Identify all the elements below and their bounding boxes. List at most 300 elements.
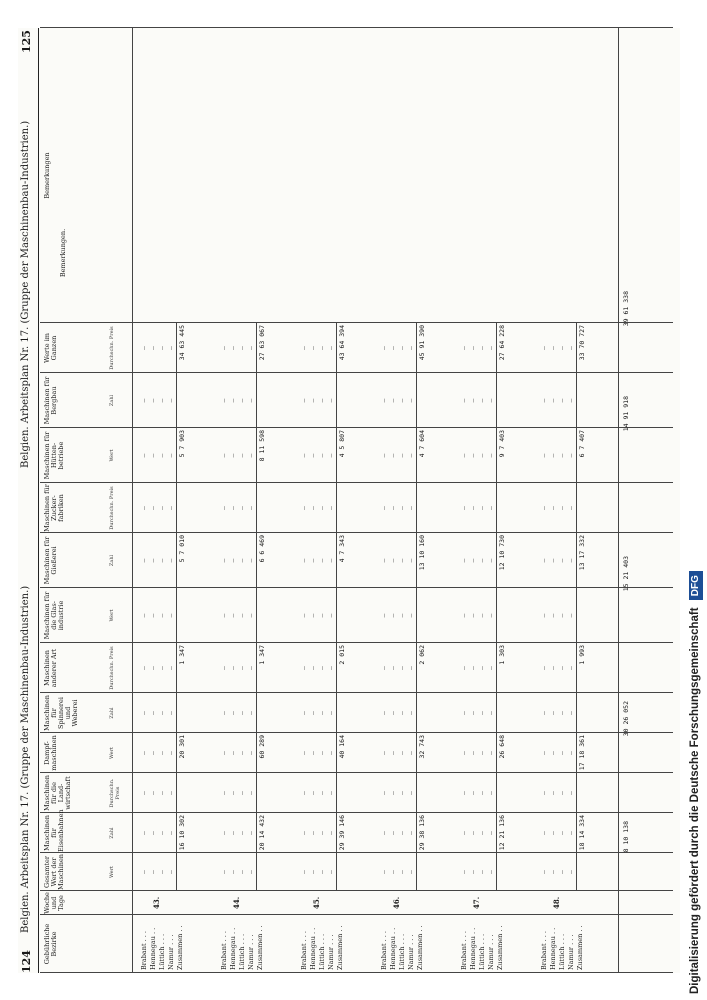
column-header: Dampf- maschinen xyxy=(43,735,58,771)
empty-cell: — xyxy=(300,613,308,618)
empty-cell: — xyxy=(487,346,495,350)
row-label: Lüttich . . . xyxy=(318,933,326,970)
empty-cell: — xyxy=(389,711,397,715)
column-subheader: Durchschn. Preis xyxy=(109,778,121,808)
column-subheader: Zahl xyxy=(109,827,115,839)
empty-cell: — xyxy=(167,558,175,563)
row-label: Namur . . . xyxy=(327,934,335,970)
empty-cell: — xyxy=(567,666,575,670)
empty-cell: — xyxy=(229,453,237,458)
empty-cell: — xyxy=(220,870,228,874)
empty-cell: — xyxy=(469,791,477,795)
block-total-value: 60 289 xyxy=(258,735,266,759)
empty-cell: — xyxy=(389,870,397,874)
empty-cell: — xyxy=(247,346,255,350)
row-label: Brabant . . . xyxy=(140,931,148,970)
empty-cell: — xyxy=(487,831,495,835)
empty-cell: — xyxy=(167,453,175,458)
column-header: Maschinen für Eisenbahnen xyxy=(43,809,65,852)
empty-cell: — xyxy=(487,558,495,563)
empty-cell: — xyxy=(309,613,317,618)
empty-cell: — xyxy=(300,453,308,458)
empty-cell: — xyxy=(558,751,566,755)
empty-cell: — xyxy=(558,870,566,874)
block-total-rule xyxy=(576,323,577,891)
empty-cell: — xyxy=(220,506,228,510)
empty-cell: — xyxy=(229,398,237,403)
empty-cell: — xyxy=(229,711,237,715)
empty-cell: — xyxy=(398,453,406,458)
empty-cell: — xyxy=(140,870,148,874)
empty-cell: — xyxy=(247,613,255,618)
empty-cell: — xyxy=(487,870,495,874)
empty-cell: — xyxy=(220,711,228,715)
block-total-value: 4 5 807 xyxy=(338,430,346,458)
empty-cell: — xyxy=(549,453,557,458)
block-total-value: 29 38 136 xyxy=(418,815,426,851)
empty-cell: — xyxy=(167,613,175,618)
empty-cell: — xyxy=(158,453,166,458)
empty-cell: — xyxy=(140,751,148,755)
empty-cell: — xyxy=(167,666,175,670)
empty-cell: — xyxy=(540,751,548,755)
empty-cell: — xyxy=(300,398,308,403)
block-total-value: 1 347 xyxy=(178,645,186,665)
empty-cell: — xyxy=(478,666,486,670)
column-header: Bemerkungen xyxy=(43,152,51,199)
empty-cell: — xyxy=(380,791,388,795)
empty-cell: — xyxy=(238,506,246,510)
empty-cell: — xyxy=(549,613,557,618)
empty-cell: — xyxy=(487,453,495,458)
empty-cell: — xyxy=(549,398,557,403)
grand-total-value: 30 26 052 xyxy=(622,701,630,737)
empty-cell: — xyxy=(549,666,557,670)
empty-cell: — xyxy=(309,398,317,403)
row-label: Lüttich . . . xyxy=(478,933,486,970)
empty-cell: — xyxy=(309,791,317,795)
empty-cell: — xyxy=(389,346,397,350)
empty-cell: — xyxy=(140,666,148,670)
column-divider xyxy=(40,732,673,733)
row-label: Zusammen . . xyxy=(176,925,184,970)
empty-cell: — xyxy=(478,751,486,755)
empty-cell: — xyxy=(558,346,566,350)
empty-cell: — xyxy=(318,751,326,755)
empty-cell: — xyxy=(540,346,548,350)
empty-cell: — xyxy=(158,506,166,510)
row-label: Namur . . . xyxy=(167,934,175,970)
empty-cell: — xyxy=(327,506,335,510)
empty-cell: — xyxy=(398,558,406,563)
row-label: Lüttich . . . xyxy=(558,933,566,970)
side-credit xyxy=(686,6,704,994)
empty-cell: — xyxy=(469,711,477,715)
empty-cell: — xyxy=(149,613,157,618)
empty-cell: — xyxy=(567,791,575,795)
empty-cell: — xyxy=(309,711,317,715)
block-total-rule xyxy=(256,323,257,891)
block-number: 47. xyxy=(472,896,481,909)
empty-cell: — xyxy=(487,711,495,715)
empty-cell: — xyxy=(407,506,415,510)
empty-cell: — xyxy=(149,711,157,715)
empty-cell: — xyxy=(478,613,486,618)
block-total-rule xyxy=(496,323,497,891)
block-total-value: 45 91 390 xyxy=(418,325,426,361)
empty-cell: — xyxy=(238,870,246,874)
empty-cell: — xyxy=(567,831,575,835)
empty-cell: — xyxy=(380,398,388,403)
empty-cell: — xyxy=(167,711,175,715)
empty-cell: — xyxy=(398,831,406,835)
block-total-value: 6 7 407 xyxy=(578,430,586,458)
empty-cell: — xyxy=(389,666,397,670)
empty-cell: — xyxy=(460,751,468,755)
empty-cell: — xyxy=(469,613,477,618)
empty-cell: — xyxy=(407,751,415,755)
block-total-value: 20 14 432 xyxy=(258,815,266,851)
empty-cell: — xyxy=(158,831,166,835)
row-label: Zusammen . . xyxy=(256,925,264,970)
empty-cell: — xyxy=(327,666,335,670)
column-header: Maschinen für die Land- wirtschaft xyxy=(43,775,72,811)
empty-cell: — xyxy=(167,506,175,510)
block-total-value: 12 21 136 xyxy=(498,815,506,851)
empty-cell: — xyxy=(540,666,548,670)
remarks-heading: Bemerkungen. xyxy=(59,228,67,278)
empty-cell: — xyxy=(567,613,575,618)
empty-cell: — xyxy=(158,558,166,563)
empty-cell: — xyxy=(460,791,468,795)
empty-cell: — xyxy=(238,398,246,403)
empty-cell: — xyxy=(158,711,166,715)
empty-cell: — xyxy=(460,711,468,715)
empty-cell: — xyxy=(398,666,406,670)
empty-cell: — xyxy=(327,870,335,874)
empty-cell: — xyxy=(389,613,397,618)
block-total-rule xyxy=(416,323,417,891)
empty-cell: — xyxy=(327,346,335,350)
column-header: Gesamter Wert der Maschinen xyxy=(43,854,65,890)
empty-cell: — xyxy=(327,613,335,618)
block-number: 44. xyxy=(232,896,241,909)
grand-total-value: 14 91 918 xyxy=(622,396,630,432)
grand-total-value: 15 21 403 xyxy=(622,556,630,592)
block-total-value: 5 7 010 xyxy=(178,535,186,563)
empty-cell: — xyxy=(549,831,557,835)
empty-cell: — xyxy=(238,666,246,670)
empty-cell: — xyxy=(158,346,166,350)
column-subheader: Wert xyxy=(109,449,115,462)
empty-cell: — xyxy=(460,506,468,510)
empty-cell: — xyxy=(140,791,148,795)
empty-cell: — xyxy=(327,453,335,458)
empty-cell: — xyxy=(460,613,468,618)
row-label: Brabant . . . xyxy=(540,931,548,970)
empty-cell: — xyxy=(140,506,148,510)
empty-cell: — xyxy=(149,453,157,458)
block-total-value: 2 015 xyxy=(338,645,346,665)
block-total-value: 34 63 445 xyxy=(178,325,186,361)
empty-cell: — xyxy=(149,791,157,795)
empty-cell: — xyxy=(167,346,175,350)
empty-cell: — xyxy=(540,558,548,563)
column-subheader: Zahl xyxy=(109,707,115,719)
block-total-value: 32 743 xyxy=(418,735,426,759)
empty-cell: — xyxy=(149,870,157,874)
empty-cell: — xyxy=(158,613,166,618)
empty-cell: — xyxy=(238,751,246,755)
page-number-left: 124 xyxy=(20,950,33,973)
empty-cell: — xyxy=(487,613,495,618)
empty-cell: — xyxy=(460,453,468,458)
block-total-value: 1 303 xyxy=(498,645,506,665)
row-label: Brabant . . . xyxy=(220,931,228,970)
empty-cell: — xyxy=(407,398,415,403)
row-label: Zusammen . . xyxy=(336,925,344,970)
empty-cell: — xyxy=(140,831,148,835)
empty-cell: — xyxy=(247,751,255,755)
row-label: Zusammen . . xyxy=(416,925,424,970)
empty-cell: — xyxy=(318,558,326,563)
empty-cell: — xyxy=(460,870,468,874)
empty-cell: — xyxy=(300,506,308,510)
empty-cell: — xyxy=(407,791,415,795)
column-header: Maschinen für Hütten- betriebe xyxy=(43,431,65,480)
table-header-rule xyxy=(132,28,133,973)
empty-cell: — xyxy=(398,870,406,874)
empty-cell: — xyxy=(140,711,148,715)
empty-cell: — xyxy=(238,831,246,835)
empty-cell: — xyxy=(407,558,415,563)
empty-cell: — xyxy=(247,506,255,510)
empty-cell: — xyxy=(167,831,175,835)
column-subheader: Durchschn. Preis xyxy=(109,326,115,370)
empty-cell: — xyxy=(300,711,308,715)
block-total-value: 9 7 403 xyxy=(498,430,506,458)
row-label: Namur . . . xyxy=(567,934,575,970)
empty-cell: — xyxy=(549,870,557,874)
block-total-value: 1 993 xyxy=(578,645,586,665)
empty-cell: — xyxy=(487,751,495,755)
empty-cell: — xyxy=(389,398,397,403)
empty-cell: — xyxy=(389,751,397,755)
empty-cell: — xyxy=(167,870,175,874)
empty-cell: — xyxy=(478,346,486,350)
row-label: Lüttich . . . xyxy=(158,933,166,970)
empty-cell: — xyxy=(149,558,157,563)
empty-cell: — xyxy=(398,398,406,403)
block-total-value: 33 70 727 xyxy=(578,325,586,361)
block-total-value: 2 062 xyxy=(418,645,426,665)
empty-cell: — xyxy=(398,791,406,795)
empty-cell: — xyxy=(238,346,246,350)
empty-cell: — xyxy=(567,453,575,458)
row-label: Hennegau . . xyxy=(309,927,317,970)
empty-cell: — xyxy=(398,711,406,715)
empty-cell: — xyxy=(149,831,157,835)
empty-cell: — xyxy=(549,346,557,350)
block-total-value: 13 17 332 xyxy=(578,535,586,571)
empty-cell: — xyxy=(327,398,335,403)
row-label: Zusammen . . xyxy=(496,925,504,970)
empty-cell: — xyxy=(558,791,566,795)
block-total-value: 29 39 146 xyxy=(338,815,346,851)
empty-cell: — xyxy=(487,398,495,403)
empty-cell: — xyxy=(220,831,228,835)
block-total-value: 1 347 xyxy=(258,645,266,665)
empty-cell: — xyxy=(300,870,308,874)
empty-cell: — xyxy=(158,666,166,670)
row-label: Namur . . . xyxy=(487,934,495,970)
empty-cell: — xyxy=(318,506,326,510)
empty-cell: — xyxy=(540,398,548,403)
empty-cell: — xyxy=(469,346,477,350)
row-label: Zusammen . . xyxy=(576,925,584,970)
column-header: Maschinen für Gießerei xyxy=(43,536,58,585)
grand-total-value: 8 10 138 xyxy=(622,821,630,853)
empty-cell: — xyxy=(229,870,237,874)
grand-total-rule xyxy=(618,28,619,973)
empty-cell: — xyxy=(469,398,477,403)
empty-cell: — xyxy=(238,558,246,563)
empty-cell: — xyxy=(567,870,575,874)
empty-cell: — xyxy=(389,831,397,835)
empty-cell: — xyxy=(469,831,477,835)
row-label: Lüttich . . . xyxy=(398,933,406,970)
empty-cell: — xyxy=(549,558,557,563)
block-total-value: 8 11 598 xyxy=(258,430,266,462)
empty-cell: — xyxy=(469,506,477,510)
empty-cell: — xyxy=(149,346,157,350)
empty-cell: — xyxy=(380,751,388,755)
empty-cell: — xyxy=(318,791,326,795)
column-divider xyxy=(40,322,673,323)
column-divider xyxy=(40,890,673,891)
block-total-value: 16 10 302 xyxy=(178,815,186,851)
empty-cell: — xyxy=(300,751,308,755)
column-header: Maschinen anderer Art xyxy=(43,648,58,688)
empty-cell: — xyxy=(158,791,166,795)
row-label: Hennegau . . xyxy=(389,927,397,970)
empty-cell: — xyxy=(558,453,566,458)
block-total-rule xyxy=(176,323,177,891)
empty-cell: — xyxy=(487,506,495,510)
row-label: Lüttich . . . xyxy=(238,933,246,970)
column-divider xyxy=(40,914,673,915)
empty-cell: — xyxy=(558,506,566,510)
empty-cell: — xyxy=(380,453,388,458)
block-total-value: 18 14 334 xyxy=(578,815,586,851)
empty-cell: — xyxy=(309,346,317,350)
empty-cell: — xyxy=(540,870,548,874)
empty-cell: — xyxy=(300,831,308,835)
empty-cell: — xyxy=(380,831,388,835)
empty-cell: — xyxy=(238,711,246,715)
empty-cell: — xyxy=(540,711,548,715)
row-label: Namur . . . xyxy=(247,934,255,970)
column-header: Maschinen für Zucker- fabriken xyxy=(43,484,65,532)
empty-cell: — xyxy=(220,751,228,755)
empty-cell: — xyxy=(149,751,157,755)
row-label: Brabant . . . xyxy=(300,931,308,970)
empty-cell: — xyxy=(247,666,255,670)
block-total-value: 43 64 394 xyxy=(338,325,346,361)
empty-cell: — xyxy=(407,346,415,350)
empty-cell: — xyxy=(220,398,228,403)
empty-cell: — xyxy=(247,398,255,403)
empty-cell: — xyxy=(140,346,148,350)
empty-cell: — xyxy=(478,506,486,510)
column-header: Werte im Ganzen xyxy=(43,333,58,363)
empty-cell: — xyxy=(558,831,566,835)
empty-cell: — xyxy=(460,558,468,563)
empty-cell: — xyxy=(380,711,388,715)
empty-cell: — xyxy=(309,558,317,563)
empty-cell: — xyxy=(309,666,317,670)
empty-cell: — xyxy=(247,711,255,715)
empty-cell: — xyxy=(229,506,237,510)
empty-cell: — xyxy=(167,751,175,755)
empty-cell: — xyxy=(140,613,148,618)
empty-cell: — xyxy=(220,791,228,795)
empty-cell: — xyxy=(389,791,397,795)
block-number: 45. xyxy=(312,896,321,909)
empty-cell: — xyxy=(549,506,557,510)
empty-cell: — xyxy=(247,558,255,563)
empty-cell: — xyxy=(389,453,397,458)
block-total-value: 12 10 730 xyxy=(498,535,506,571)
empty-cell: — xyxy=(407,666,415,670)
empty-cell: — xyxy=(469,558,477,563)
block-total-value: 6 6 469 xyxy=(258,535,266,563)
empty-cell: — xyxy=(309,831,317,835)
column-subheader: Zahl xyxy=(109,554,115,567)
empty-cell: — xyxy=(540,506,548,510)
empty-cell: — xyxy=(220,613,228,618)
empty-cell: — xyxy=(300,791,308,795)
empty-cell: — xyxy=(380,613,388,618)
empty-cell: — xyxy=(478,711,486,715)
empty-cell: — xyxy=(469,870,477,874)
column-header: Maschinen für Spinnerei und Weberei xyxy=(43,695,79,731)
column-subheader: Wert xyxy=(109,865,115,879)
empty-cell: — xyxy=(398,613,406,618)
empty-cell: — xyxy=(398,346,406,350)
header-rule xyxy=(38,28,39,973)
rotated-table-spread xyxy=(18,28,680,973)
column-header: Maschinen für die Glas- industrie xyxy=(43,591,65,640)
empty-cell: — xyxy=(309,751,317,755)
empty-cell: — xyxy=(380,666,388,670)
empty-cell: — xyxy=(318,711,326,715)
empty-cell: — xyxy=(158,398,166,403)
empty-cell: — xyxy=(407,453,415,458)
block-total-value: 27 64 228 xyxy=(498,325,506,361)
empty-cell: — xyxy=(460,831,468,835)
credit-text: Digitalisierung gefördert durch die Deutsche Forschungsgemeinschaft xyxy=(689,607,701,994)
empty-cell: — xyxy=(389,506,397,510)
column-header: Maschinen für Bergbau xyxy=(43,376,58,425)
empty-cell: — xyxy=(238,613,246,618)
empty-cell: — xyxy=(487,791,495,795)
empty-cell: — xyxy=(549,751,557,755)
empty-cell: — xyxy=(247,453,255,458)
empty-cell: — xyxy=(478,831,486,835)
empty-cell: — xyxy=(300,558,308,563)
empty-cell: — xyxy=(469,666,477,670)
